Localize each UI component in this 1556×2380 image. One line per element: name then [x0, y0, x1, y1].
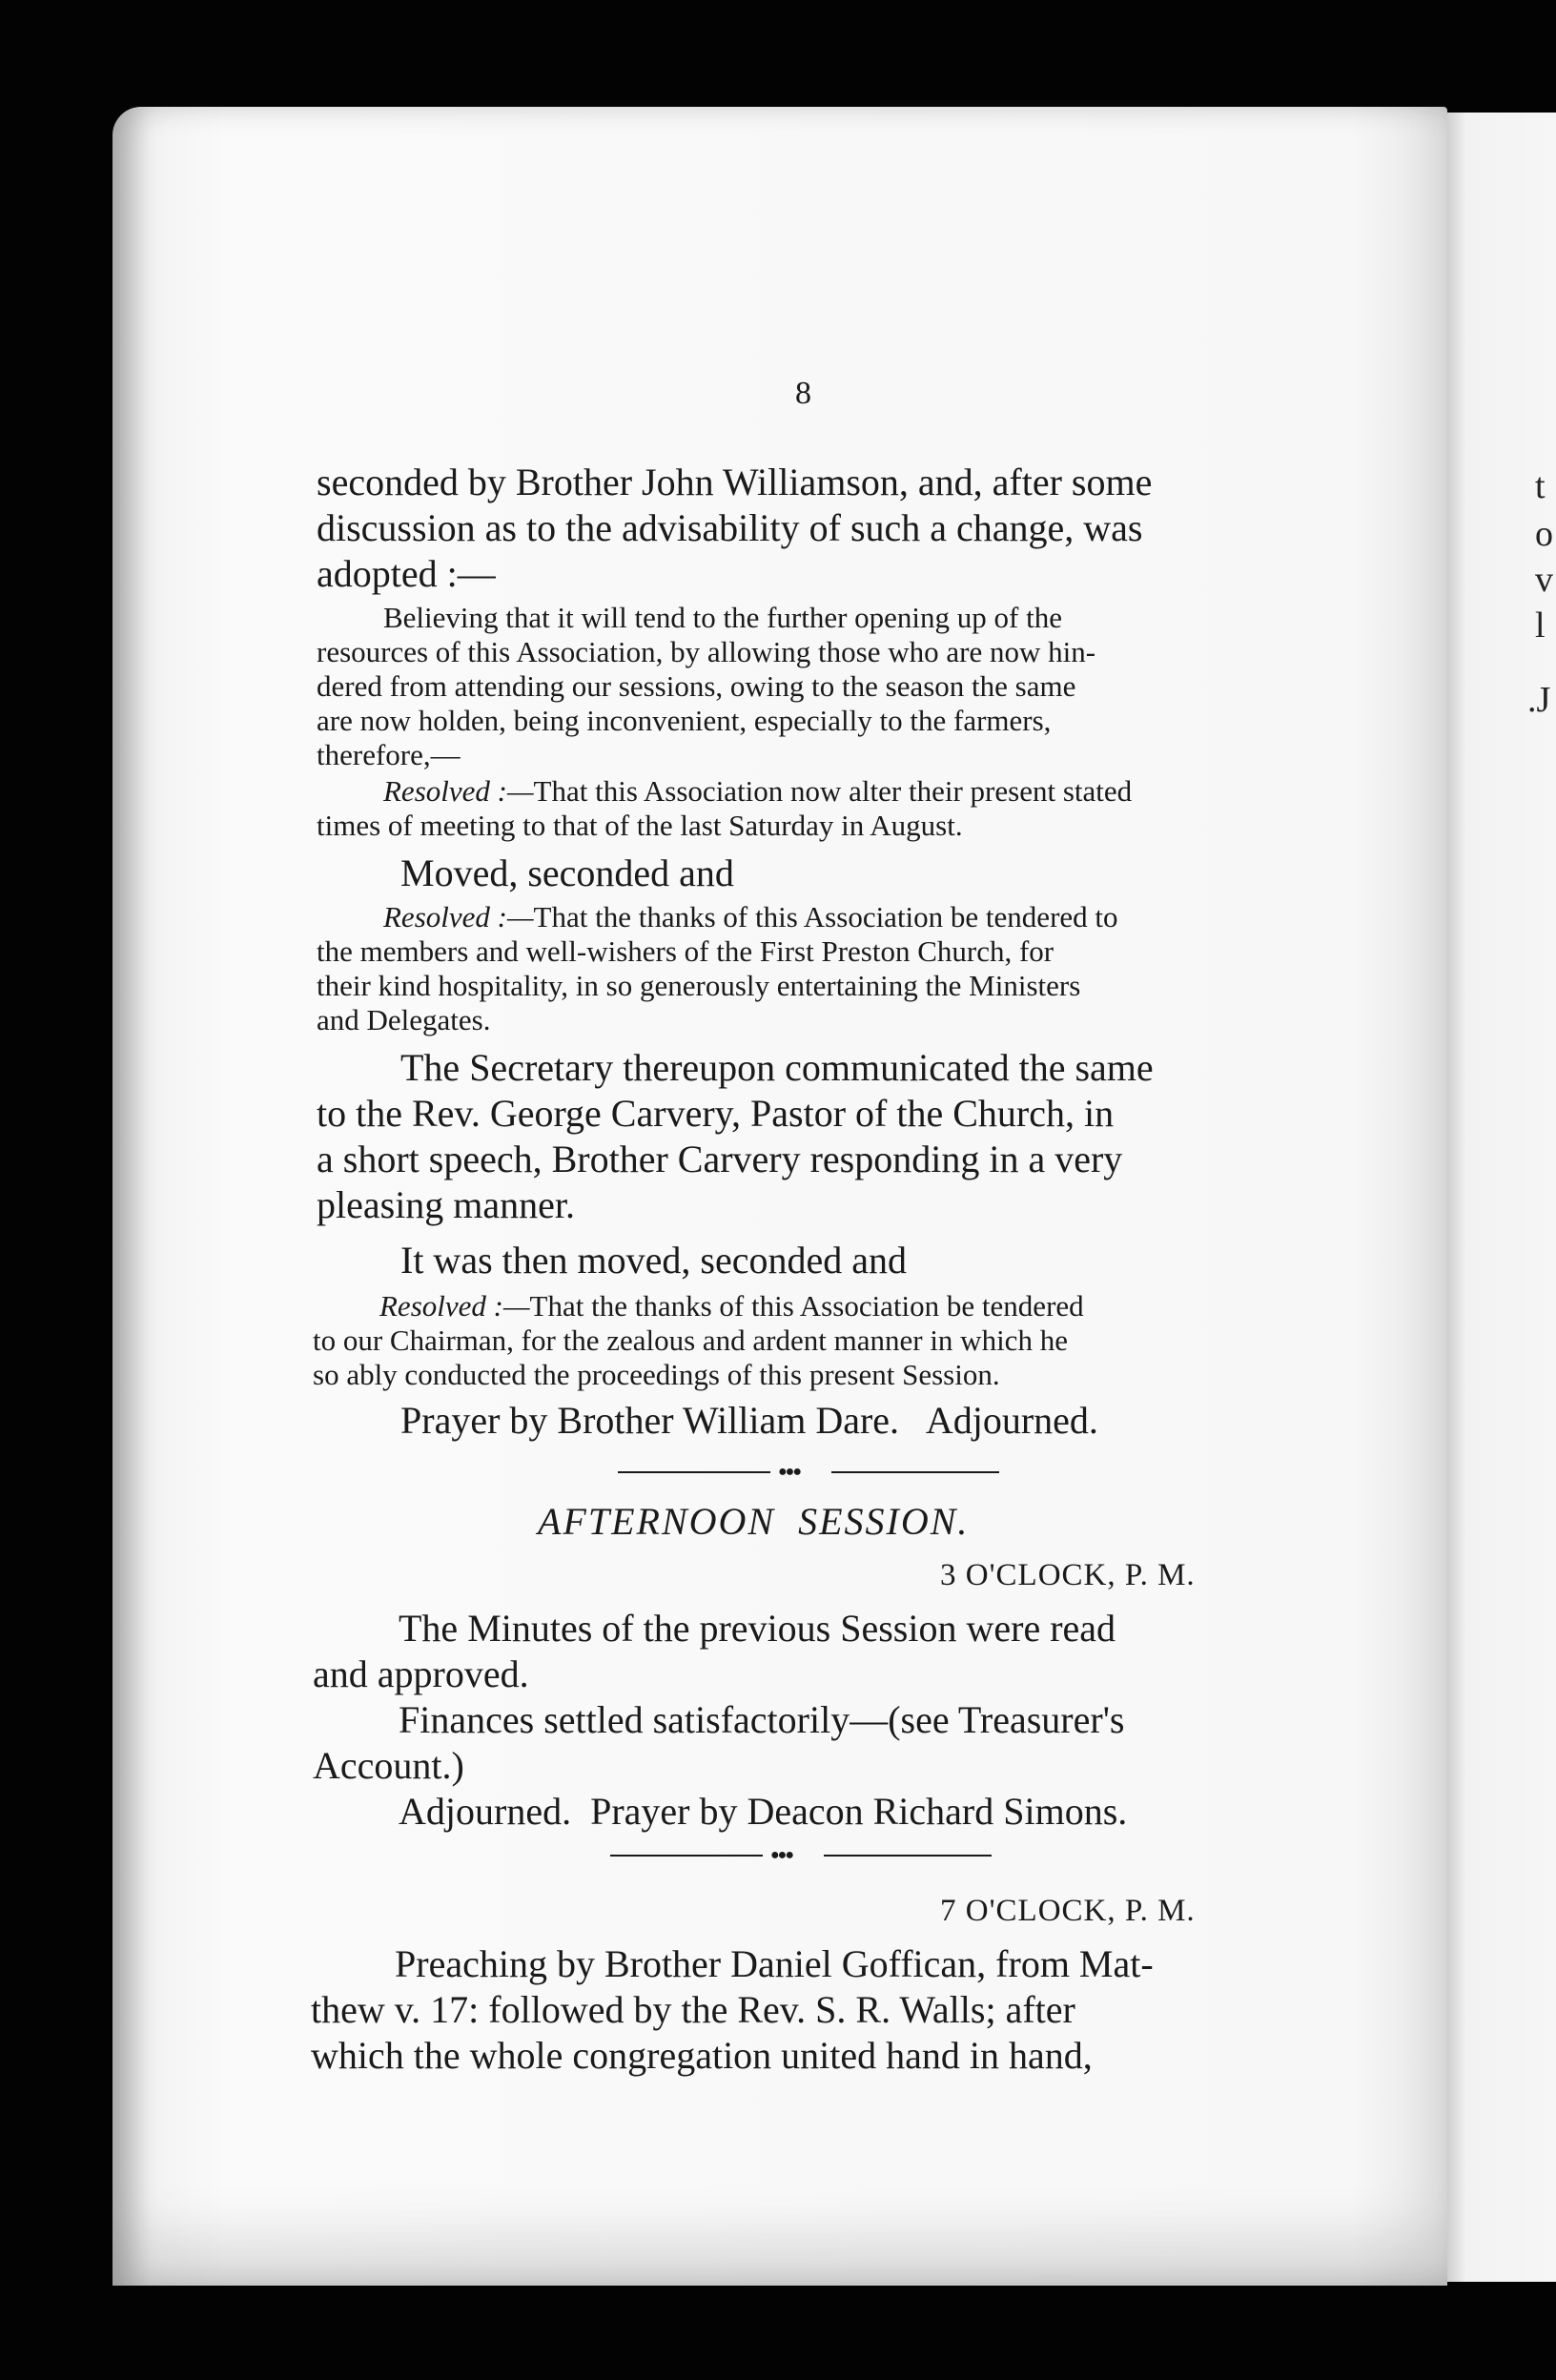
- body-line: Moved, seconded and: [400, 851, 734, 894]
- preamble-line: resources of this Association, by allowing those who are now hin-: [317, 635, 1096, 668]
- session-time: 3 O'CLOCK, P. M.: [940, 1558, 1196, 1592]
- resolution-line: to our Chairman, for the zealous and ardent manner in which he: [313, 1323, 1068, 1357]
- body-line: pleasing manner.: [317, 1183, 576, 1226]
- ornament-dots: ●●●: [770, 1847, 792, 1863]
- body-line: and approved.: [313, 1652, 529, 1695]
- resolution-line: so ably conducted the proceedings of this present Session.: [313, 1358, 1000, 1391]
- session-time: 7 O'CLOCK, P. M.: [940, 1894, 1196, 1928]
- body-line: Finances settled satisfactorily—(see Treasurer's: [399, 1698, 1125, 1741]
- resolution-text: That the thanks of this Association be tendered to: [533, 900, 1118, 934]
- body-line: a short speech, Brother Carvery responding in a very: [317, 1138, 1123, 1180]
- resolved-label: Resolved :—: [383, 774, 534, 808]
- resolution-line: their kind hospitality, in so generously entertaining the Ministers: [317, 969, 1081, 1002]
- body-line: discussion as to the advisability of such a change, was: [317, 506, 1143, 549]
- preamble-line: Believing that it will tend to the further opening up of the: [383, 601, 1062, 634]
- body-line: which the whole congregation united hand in hand,: [311, 2034, 1093, 2077]
- facing-page-letter: v: [1535, 560, 1553, 600]
- resolved-label: Resolved :—: [379, 1289, 530, 1323]
- resolution-text: That this Association now alter their present stated: [533, 774, 1133, 808]
- preamble-line: therefore,—: [317, 738, 461, 771]
- body-line: Prayer by Brother William Dare. Adjourned.: [400, 1399, 1098, 1442]
- facing-page-letter: .J: [1527, 680, 1551, 720]
- body-line: It was then moved, seconded and: [400, 1239, 907, 1282]
- resolution-line: [383, 900, 1118, 934]
- resolution-line: and Delegates.: [317, 1003, 491, 1036]
- body-line: thew v. 17: followed by the Rev. S. R. Walls; after: [311, 1988, 1075, 2031]
- resolution-line: [383, 774, 1132, 809]
- facing-page-letter: l: [1535, 605, 1546, 646]
- section-ornament: [610, 1847, 992, 1863]
- facing-page-edge: [1447, 113, 1556, 2282]
- preamble-line: dered from attending our sessions, owing to the season the same: [317, 669, 1076, 703]
- body-line: Preaching by Brother Daniel Goffican, from Mat-: [395, 1942, 1154, 1985]
- resolved-label: Resolved :—: [383, 900, 534, 934]
- resolution-text: That the thanks of this Association be tendered: [529, 1289, 1084, 1323]
- body-line: The Minutes of the previous Session were read: [399, 1607, 1116, 1650]
- body-line: adopted :—: [317, 552, 496, 595]
- body-line: seconded by Brother John Williamson, and, after some: [317, 461, 1153, 503]
- body-line: Adjourned. Prayer by Deacon Richard Simons.: [399, 1790, 1128, 1833]
- section-heading: AFTERNOON SESSION.: [538, 1500, 970, 1543]
- ornament-dots: ●●●: [778, 1464, 800, 1480]
- section-ornament: [618, 1464, 999, 1480]
- body-line: Account.): [313, 1744, 464, 1787]
- body-line: The Secretary thereupon communicated the same: [400, 1046, 1154, 1089]
- facing-page-letter: t: [1535, 466, 1546, 506]
- body-line: to the Rev. George Carvery, Pastor of the Church, in: [317, 1092, 1115, 1135]
- resolution-line: times of meeting to that of the last Saturday in August.: [317, 809, 963, 842]
- facing-page-letter: o: [1535, 514, 1553, 554]
- page-number: 8: [795, 376, 811, 411]
- resolution-line: the members and well-wishers of the First Preston Church, for: [317, 934, 1054, 968]
- resolution-line: [379, 1289, 1084, 1323]
- preamble-line: are now holden, being inconvenient, especially to the farmers,: [317, 704, 1052, 737]
